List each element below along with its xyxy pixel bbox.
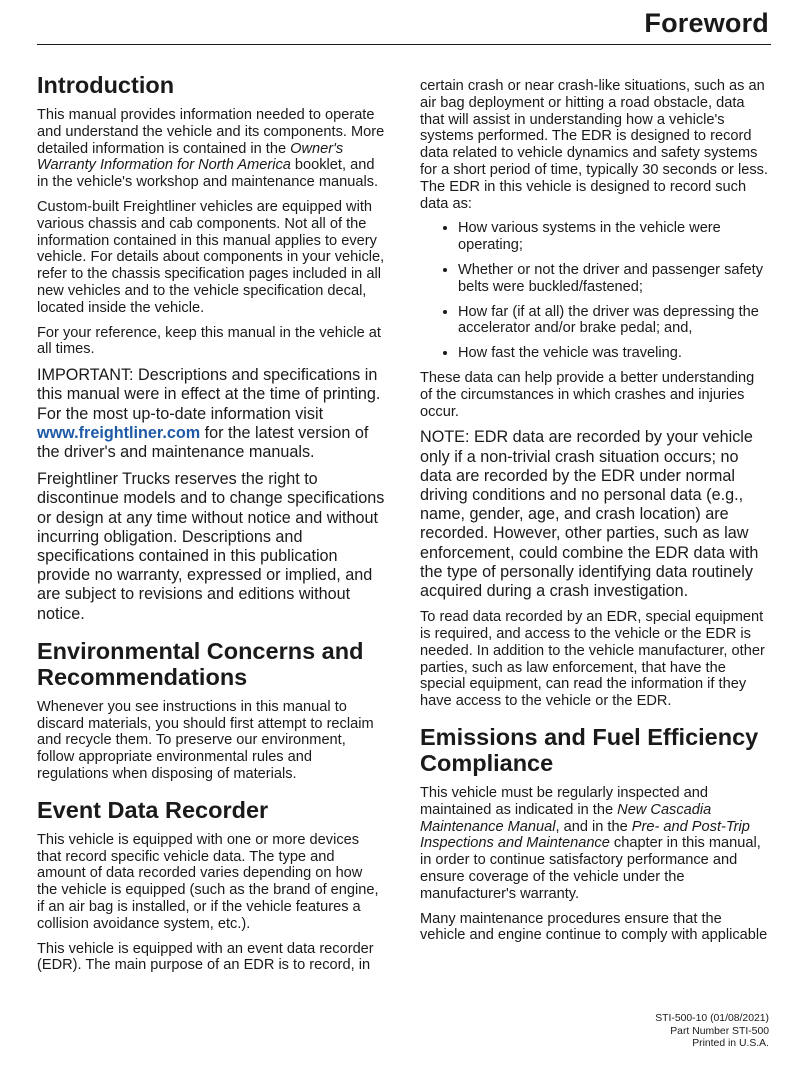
edr-paragraph-4: To read data recorded by an EDR, special equipment is required, and access to the vehicle or the EDR is needed. In addition to the vehicle manufacturer, other parties, such as law enforcement, that have the special equipment, can read the information if they have access to the vehicle or the EDR. (420, 609, 765, 710)
edr-paragraph-2: This vehicle is equipped with an event data recorder (EDR). The main purpose of an EDR is to record, in (37, 940, 374, 974)
page-header-title: Foreword (644, 8, 769, 38)
right-column (420, 78, 768, 952)
introduction-heading: Introduction (37, 72, 175, 98)
part-number: Part Number STI-500 (670, 1025, 769, 1037)
environmental-paragraph: Whenever you see instructions in this manual to discard materials, you should first attempt to reclaim and recycle them. To preserve our environment, follow appropriate environmental rules and regulations when disposing of materials. (37, 698, 374, 782)
edr-paragraph-1: This vehicle is equipped with one or more devices that record specific vehicle data. The type and amount of data recorded varies depending on how the vehicle is equipped (such as the brand of engine, if an air bag is installed, or if the vehicle features a collision avoidance system, etc.). (37, 831, 379, 932)
list-item: • How fast the vehicle was traveling. (458, 345, 768, 362)
intro-paragraph-3: For your reference, keep this manual in the vehicle at all times. (37, 324, 381, 358)
intro-paragraph-4: Freightliner Trucks reserves the right to discontinue models and to change specifications or design at any time without notice and without incurring obligation. Descriptions and specifications contained in this publication provide no warranty, expressed or implied, and are subject to revisions and editions without notice. (37, 470, 385, 623)
emissions-paragraph-1: This vehicle must be regularly inspected and maintained as indicated in the New Cascadia Maintenance Manual, and in the Pre- and Post-Trip Inspections and Maintenance chapter in this manual, in order to continue satisfactory performance and ensure coverage of the vehicle under the manufacturer's warranty. (420, 784, 761, 902)
freightliner-website-link[interactable]: www.freightliner.com (37, 423, 201, 442)
emissions-heading: Emissions and Fuel Efficiency Compliance (420, 723, 759, 776)
left-column (37, 72, 385, 982)
document-id: STI-500-10 (01/08/2021) (655, 1013, 769, 1024)
emissions-paragraph-2: Many maintenance procedures ensure that the vehicle and engine continue to comply with applicable (420, 910, 768, 944)
list-item: • Whether or not the driver and passenger safety belts were buckled/fastened; (458, 262, 768, 296)
list-item: • How far (if at all) the driver was depressing the accelerator and/or brake pedal; and, (458, 304, 768, 338)
document-footer (655, 1013, 769, 1051)
intro-paragraph-1: This manual provides information needed to operate and understand the vehicle and its components. More detailed information is contained in the Owner's Warranty Information for North America booklet, and in the vehicle's workshop and maintenance manuals. (37, 107, 385, 191)
list-item: • How various systems in the vehicle were operating; (458, 220, 768, 254)
edr-paragraph-2-continued: certain crash or near crash-like situations, such as an air bag deployment or hitting a road obstacle, data that will assist in understanding how a vehicle's systems performed. The EDR is designed to record data related to vehicle dynamics and safety systems for a short period of time, typically 30 seconds or less. The EDR in this vehicle is designed to record such data as: (420, 78, 768, 212)
intro-paragraph-2: Custom-built Freightliner vehicles are equipped with various chassis and cab components. Not all of the information contained in this manual applies to every vehicle. For details about components in your vehicle, refer to the chassis specification pages included in all new vehicles and to the vehicle specification decal, located inside the vehicle. (37, 198, 385, 316)
important-note: IMPORTANT: Descriptions and specifications in this manual were in effect at the time of printing. For the most up-to-date information visit www.freightliner.com for the latest version of the driver's and maintenance manuals. (37, 366, 381, 461)
edr-data-list (420, 220, 768, 362)
environmental-heading: Environmental Concerns and Recommendations (37, 637, 364, 690)
header-rule (37, 44, 771, 45)
event-data-recorder-heading: Event Data Recorder (37, 796, 269, 823)
printed-in: Printed in U.S.A. (692, 1038, 769, 1049)
edr-paragraph-3: These data can help provide a better understanding of the circumstances in which crashes and injuries occur. (420, 369, 755, 420)
edr-note: NOTE: EDR data are recorded by your vehicle only if a non-trivial crash situation occurs; no data are recorded by the EDR under normal driving conditions and no personal data (e.g., name, gender, age, and crash location) are recorded. However, other parties, such as law enforcement, could combine the EDR data with the type of personally identifying data routinely acquired during a crash investigation. (420, 428, 759, 600)
